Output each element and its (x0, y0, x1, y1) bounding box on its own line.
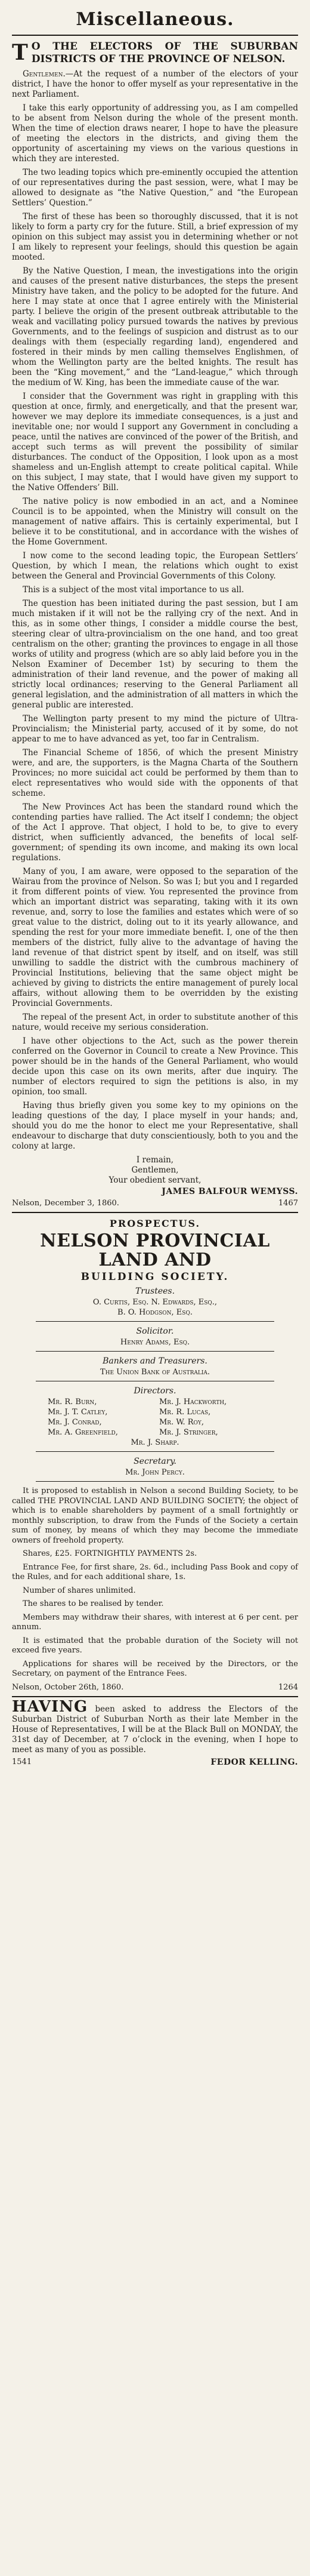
prospectus-place-date: Nelson, October 26th, 1860. (12, 1682, 124, 1692)
letter-paragraph: The two leading topics which pre-eminently occupied the attention of our representatives during the past session, were, what I may be allowed to designate as “the Native Question,” and “the European Settlers’ Question.” (12, 168, 298, 208)
solicitor-heading: Solicitor. (136, 1327, 174, 1336)
letter-paragraph: Gentlemen.—At the request of a number of the electors of your district, I have the honor to offer myself as your representative in the next Parliament. (12, 69, 298, 99)
director-name: Mr. R. Burn, (48, 1398, 97, 1407)
letter-paragraph: The New Provinces Act has been the standard round which the contending parties have rallied. The Act itself I condemn; the object of the Act I approve. That object, I hold to be, to give to every district, when sufficiently advanced, the benefits of local self-government; of spending its own income, and making its own local regulations. (12, 802, 298, 863)
letter-closing (12, 1155, 298, 1186)
notice-signature: FEDOR KELLING. (210, 1757, 298, 1767)
section-divider (12, 1696, 298, 1697)
prospectus-advert (12, 1218, 298, 1692)
letter-paragraph: The Financial Scheme of 1856, of which the present Ministry were, and are, the supporters, is the Magna Charta of the Southern Provinces; no more suicidal act could be performed by them than to elect representatives who would side with the opponents of that scheme. (12, 748, 298, 798)
trustees-list (12, 1297, 298, 1318)
prospectus-paragraph: Shares, £25. FORTNIGHTLY PAYMENTS 2s. (23, 1549, 197, 1558)
prospectus-ad-number: 1264 (278, 1682, 298, 1692)
letter-paragraph: I have other objections to the Act, such as the power therein conferred on the Governor in Council to create a New Province. This power should be in the hands of the General Parliament, who would decide upon this case on its own merits, after due inquiry. The number of electors required to sign the petitions is also, in my opinion, too small. (12, 1036, 298, 1097)
director-name: Mr. J. T. Catley, (48, 1408, 108, 1417)
notice-text (12, 1697, 298, 1755)
bankers-name: The Union Bank of Australia. (100, 1368, 210, 1377)
prospectus-paragraph: Applications for shares will be received by the Directors, or the Secretary, on payment of the Entrance Fees. (12, 1659, 298, 1678)
prospectus-details (12, 1486, 298, 1679)
prospectus-paragraph: Number of shares unlimited. (23, 1586, 136, 1595)
bankers-heading: Bankers and Treasurers. (103, 1356, 207, 1366)
letter-heading (12, 41, 298, 66)
kelling-notice (12, 1697, 298, 1767)
letter-paragraph: Having thus briefly given you some key to my opinions on the leading questions of the day, I place myself in your hands; and, should you do me the honor to elect me your Representative, shall endeavour to discharge that duty conscientiously, both to you and the colony at large. (12, 1101, 298, 1151)
director-name: Mr. J. Sharp. (131, 1438, 179, 1447)
masthead-rule (12, 35, 298, 36)
letter-paragraph: The native policy is now embodied in an act, and a Nominee Council is to be appointed, when the Ministry will consult on the management of native affairs. This is certainly experimental, but I believe it to be constitutional, and in accordance with the wishes of the Home Government. (12, 497, 298, 547)
letter-heading-initial: T (12, 40, 28, 65)
prospectus-paragraph: Entrance Fee, for first share, 2s. 6d., including Pass Book and copy of the Rules, and for each additional share, 1s. (12, 1562, 298, 1581)
prospectus-divider (36, 1351, 274, 1352)
letter-place-date: Nelson, December 3, 1860. (12, 1199, 119, 1208)
letter-paragraph: Many of you, I am aware, were opposed to the separation of the Wairau from the province of Nelson. So was I; but you and I regarded it from different points of view. You represented the province from which an important district was separating, taking with it its own revenue, and, sorry to lose the families and estates which were of so great value to the district, doling out to it its yearly allowance, and spending the rest for your more immediate benefit. I, one of the then members of the district, fully alive to the advantage of having the land revenue of that district spent by itself, and on itself, was still unwilling to saddle the district with the cumbrous machinery of Provincial Institutions, believing that the same object might be achieved by giving to districts the entire management of purely local affairs, without allowing them to be overridden by the existing Provincial Governments. (12, 867, 298, 1008)
secretary-heading: Secretary. (134, 1457, 176, 1466)
secretary-name: Mr. John Percy. (125, 1468, 185, 1477)
letter-paragraph: This is a subject of the most vital importance to us all. (23, 585, 244, 595)
director-name: Mr. J. Stringer, (159, 1428, 218, 1437)
closing-line: Gentlemen, (131, 1165, 179, 1175)
closing-line: Your obedient servant, (108, 1175, 202, 1185)
prospectus-paragraph: Members may withdraw their shares, with interest at 6 per cent. per annum. (12, 1612, 298, 1632)
director-name: Mr. R. Lucas, (159, 1408, 211, 1417)
election-letter (12, 41, 298, 1208)
letter-heading-text: O THE ELECTORS OF THE SUBURBAN DISTRICTS OF THE PROVINCE OF NELSON. (31, 41, 298, 65)
director-name: Mr. W. Roy, (159, 1418, 204, 1427)
solicitor-name: Henry Adams, Esq. (120, 1338, 190, 1347)
letter-paragraph: By the Native Question, I mean, the investigations into the origin and causes of the present native disturbances, the steps the present Ministry have taken, and the policy to be adopted for the future. And here I may state at once that I agree entirely with the Ministerial party. I believe the origin of the present outbreak attributable to the weak and vacillating policy pursued towards the natives by previous Governments, and to the feelings of suspicion and distrust as to our dealings with them (especially regarding land), engendered and fostered in their minds by men calling themselves Englishmen, of whom the Wellington party are the belted knights. The result has been the “King movement,” and the “Land-league,” which through the medium of W. King, has been the immediate cause of the war. (12, 266, 298, 387)
prospectus-label: PROSPECTUS. (109, 1218, 201, 1229)
prospectus-paragraph: It is estimated that the probable duration of the Society will not exceed five years. (12, 1636, 298, 1655)
prospectus-title: NELSON PROVINCIAL LAND AND (40, 1230, 270, 1270)
prospectus-divider (36, 1321, 274, 1322)
prospectus-divider (36, 1481, 274, 1482)
letter-paragraph: I now come to the second leading topic, the European Settlers’ Question, by which I mean, the relations which ought to exist between the General and Provincial Governments of this Colony. (12, 551, 298, 581)
letter-dateline (12, 1199, 298, 1208)
directors-heading: Directors. (134, 1386, 176, 1396)
prospectus-paragraph: The shares to be realised by tender. (23, 1599, 164, 1608)
director-name: Mr. J. Hackworth, (159, 1398, 227, 1407)
directors-list (12, 1397, 298, 1448)
letter-paragraph: I take this early opportunity of addressing you, as I am compelled to be absent from Nelson during the whole of the present month. When the time of election draws nearer, I hope to have the pleasure of meeting the electors in the districts, and giving them the opportunity of ascertaining my views on the various questions in which they are interested. (12, 103, 298, 164)
trustee-name: B. O. Hodgson, Esq. (117, 1308, 193, 1317)
section-masthead: Miscellaneous. (76, 9, 234, 30)
prospectus-subtitle: BUILDING SOCIETY. (80, 1271, 230, 1283)
letter-paragraph: The repeal of the present Act, in order to substitute another of this nature, would receive my serious consideration. (12, 1012, 298, 1032)
letter-ad-number: 1467 (278, 1199, 298, 1208)
trustees-heading: Trustees. (135, 1287, 175, 1296)
letter-paragraph: The Wellington party present to my mind the picture of Ultra-Provincialism; the Ministerial party, accused of it by some, do not appear to me to have advanced as yet, too far in Centralism. (12, 714, 298, 744)
notice-body: been asked to address the Electors of the Suburban District of Suburban North as their late Member in the House of Representatives, I will be at the Black Bull on MONDAY, the 31st day of December, at 7 o’clock in the evening, when I hope to meet as many of you as possible. (12, 1704, 298, 1755)
letter-signature: JAMES BALFOUR WEMYSS. (162, 1187, 298, 1196)
prospectus-paragraph: It is proposed to establish in Nelson a second Building Society, to be called THE PROVINCIAL LAND AND BUILDING SOCIETY; the object of which is to enable shareholders by payment of a small fortnightly or monthly subscription, to draw from the Funds of the Society a certain sum of money, by means of which they may become the immediate owners of freehold property. (12, 1486, 298, 1545)
letter-salutation: Gentlemen (23, 69, 63, 79)
section-divider (12, 1212, 298, 1213)
letter-paragraph: I consider that the Government was right in grappling with this question at once, firmly, and energetically, and that the present war, however we may deplore its immediate consequences, is a just and inevitable one; nor would I support any Government in concluding a peace, until the natives are convinced of the power of the British, and accept such terms as will prevent the possibility of similar disturbances. The conduct of the Opposition, I look upon as a most shameless and un-English attempt to create political capital. While on this subject, I may state, that I would have given my support to the Native Offenders’ Bill. (12, 392, 298, 493)
letter-paragraph: The question has been initiated during the past session, but I am much mistaken if it will not be the rallying cry of the next. And in this, as in some other things, I consider a middle course the best, steering clear of ultra-provincialism on the one hand, and too great centralism on the other; granting the provinces to engage in all those works of utility and progress (which are so ably laid before you in the Nelson Examiner of December 1st) by securing to them the administration of their land revenue, and the power of making all strictly local ordinances; reserving to the General Parliament all general legislation, and the administration of all matters in which the general public are interested. (12, 599, 298, 710)
closing-line: I remain, (136, 1155, 174, 1165)
prospectus-dateline (12, 1683, 298, 1692)
trustee-name: O. Curtis, Esq. (92, 1298, 149, 1307)
letter-paragraph: The first of these has been so thoroughly discussed, that it is not likely to form a party cry for the future. Still, a brief expression of my opinion on this subject may assist you in determining whether or not I am likely to represent your feelings, should this question be again mooted. (12, 212, 298, 262)
notice-footer (12, 1758, 298, 1767)
trustee-name: N. Edwards, Esq., (151, 1298, 218, 1307)
director-name: Mr. J. Conrad, (48, 1418, 102, 1427)
notice-lead-word: HAVING (12, 1697, 88, 1716)
director-name: Mr. A. Greenfield, (48, 1428, 118, 1437)
prospectus-divider (36, 1451, 274, 1452)
notice-ad-number: 1541 (12, 1757, 32, 1766)
